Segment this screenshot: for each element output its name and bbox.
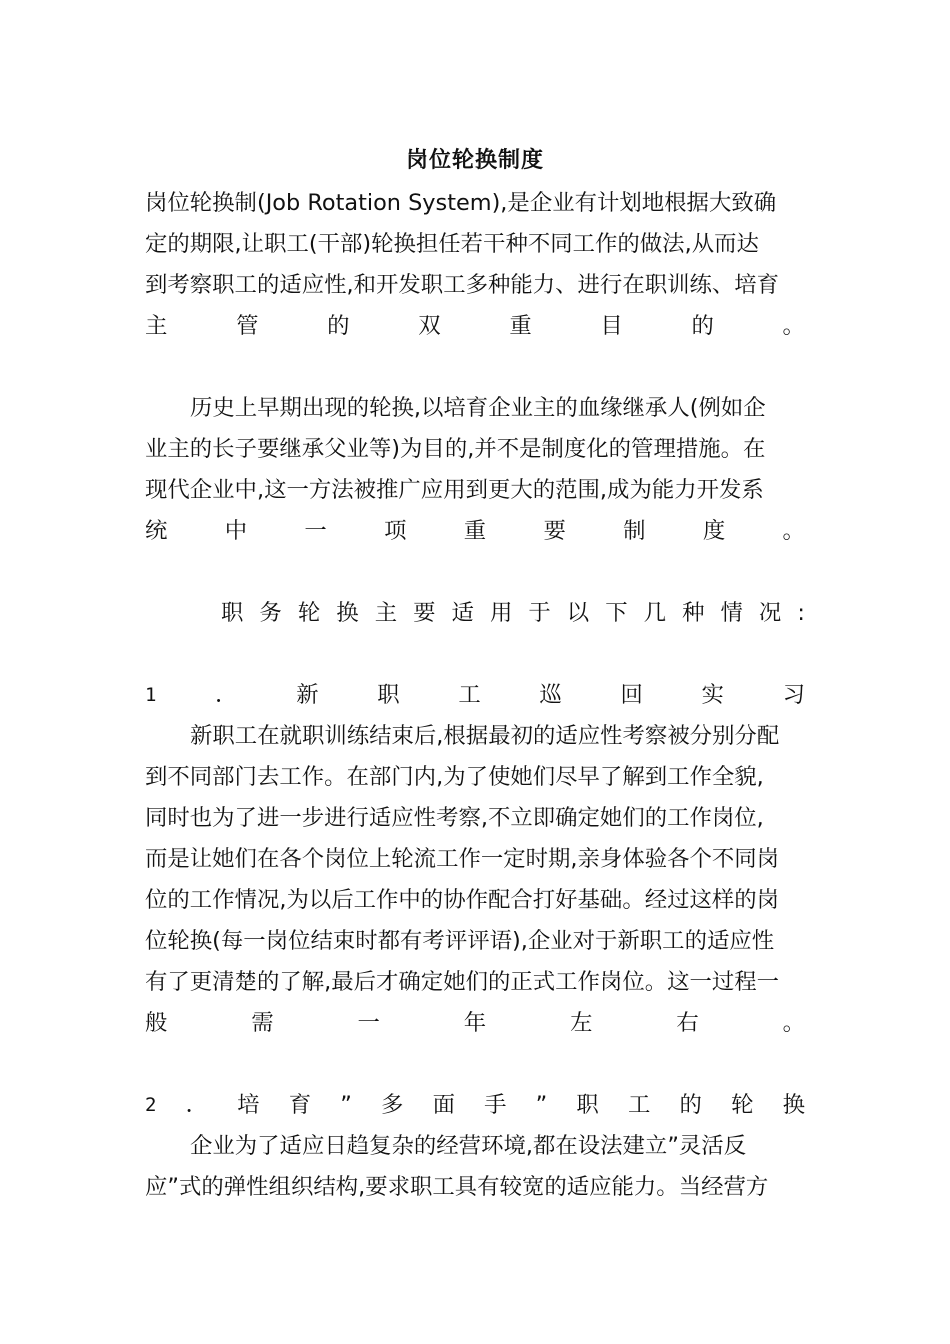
text-line: 到考察职工的适应性,和开发职工多种能力、进行在职训练、培育: [145, 272, 780, 298]
text-line: 同时也为了进一步进行适应性考察,不立即确定她们的工作岗位,: [145, 805, 764, 831]
text-line: 有了更清楚的了解,最后才确定她们的正式工作岗位。这一过程一: [145, 969, 780, 995]
text-line: 1 ． 新 职 工 巡 回 实 习: [145, 682, 805, 708]
text-line: 现代企业中,这一方法被推广应用到更大的范围,成为能力开发系: [145, 477, 764, 503]
text-line: 应”式的弹性组织结构,要求职工具有较宽的适应能力。当经营方: [145, 1174, 769, 1200]
text-line: 般 需 一 年 左 右 。: [145, 1010, 805, 1036]
blank-line: [145, 634, 805, 675]
text-line: 历史上早期出现的轮换,以培育企业主的血缘继承人(例如企: [190, 395, 766, 421]
text-line: 而是让她们在各个岗位上轮流工作一定时期,亲身体验各个不同岗: [145, 846, 780, 872]
text-line: 企业为了适应日趋复杂的经营环境,都在设法建立”灵活反: [190, 1133, 747, 1159]
blank-line: [145, 552, 805, 593]
text-line: 岗位轮换制(Job Rotation System),是企业有计划地根据大致确: [145, 190, 777, 216]
text-line: 新职工在就职训练结束后,根据最初的适应性考察被分别分配: [190, 723, 780, 749]
blank-line: [145, 347, 805, 388]
text-line: 位轮换(每一岗位结束时都有考评评语),企业对于新职工的适应性: [145, 928, 775, 954]
text-line: 2 ． 培 育 ” 多 面 手 ” 职 工 的 轮 换: [145, 1092, 805, 1118]
document-body: [145, 183, 805, 1208]
text-line: 到不同部门去工作。在部门内,为了使她们尽早了解到工作全貌,: [145, 764, 764, 790]
text-line: 职 务 轮 换 主 要 适 用 于 以 下 几 种 情 况 :: [221, 600, 805, 626]
text-line: 业主的长子要继承父业等)为目的,并不是制度化的管理措施。在: [145, 436, 766, 462]
text-line: 主 管 的 双 重 目 的 。: [145, 313, 805, 339]
document-title: 岗位轮换制度: [405, 148, 544, 173]
text-line: 统 中 一 项 重 要 制 度 。: [145, 518, 805, 544]
blank-line: [145, 1044, 805, 1085]
text-line: 定的期限,让职工(干部)轮换担任若干种不同工作的做法,从而达: [145, 231, 759, 257]
text-line: 位的工作情况,为以后工作中的协作配合打好基础。经过这样的岗: [145, 887, 780, 913]
